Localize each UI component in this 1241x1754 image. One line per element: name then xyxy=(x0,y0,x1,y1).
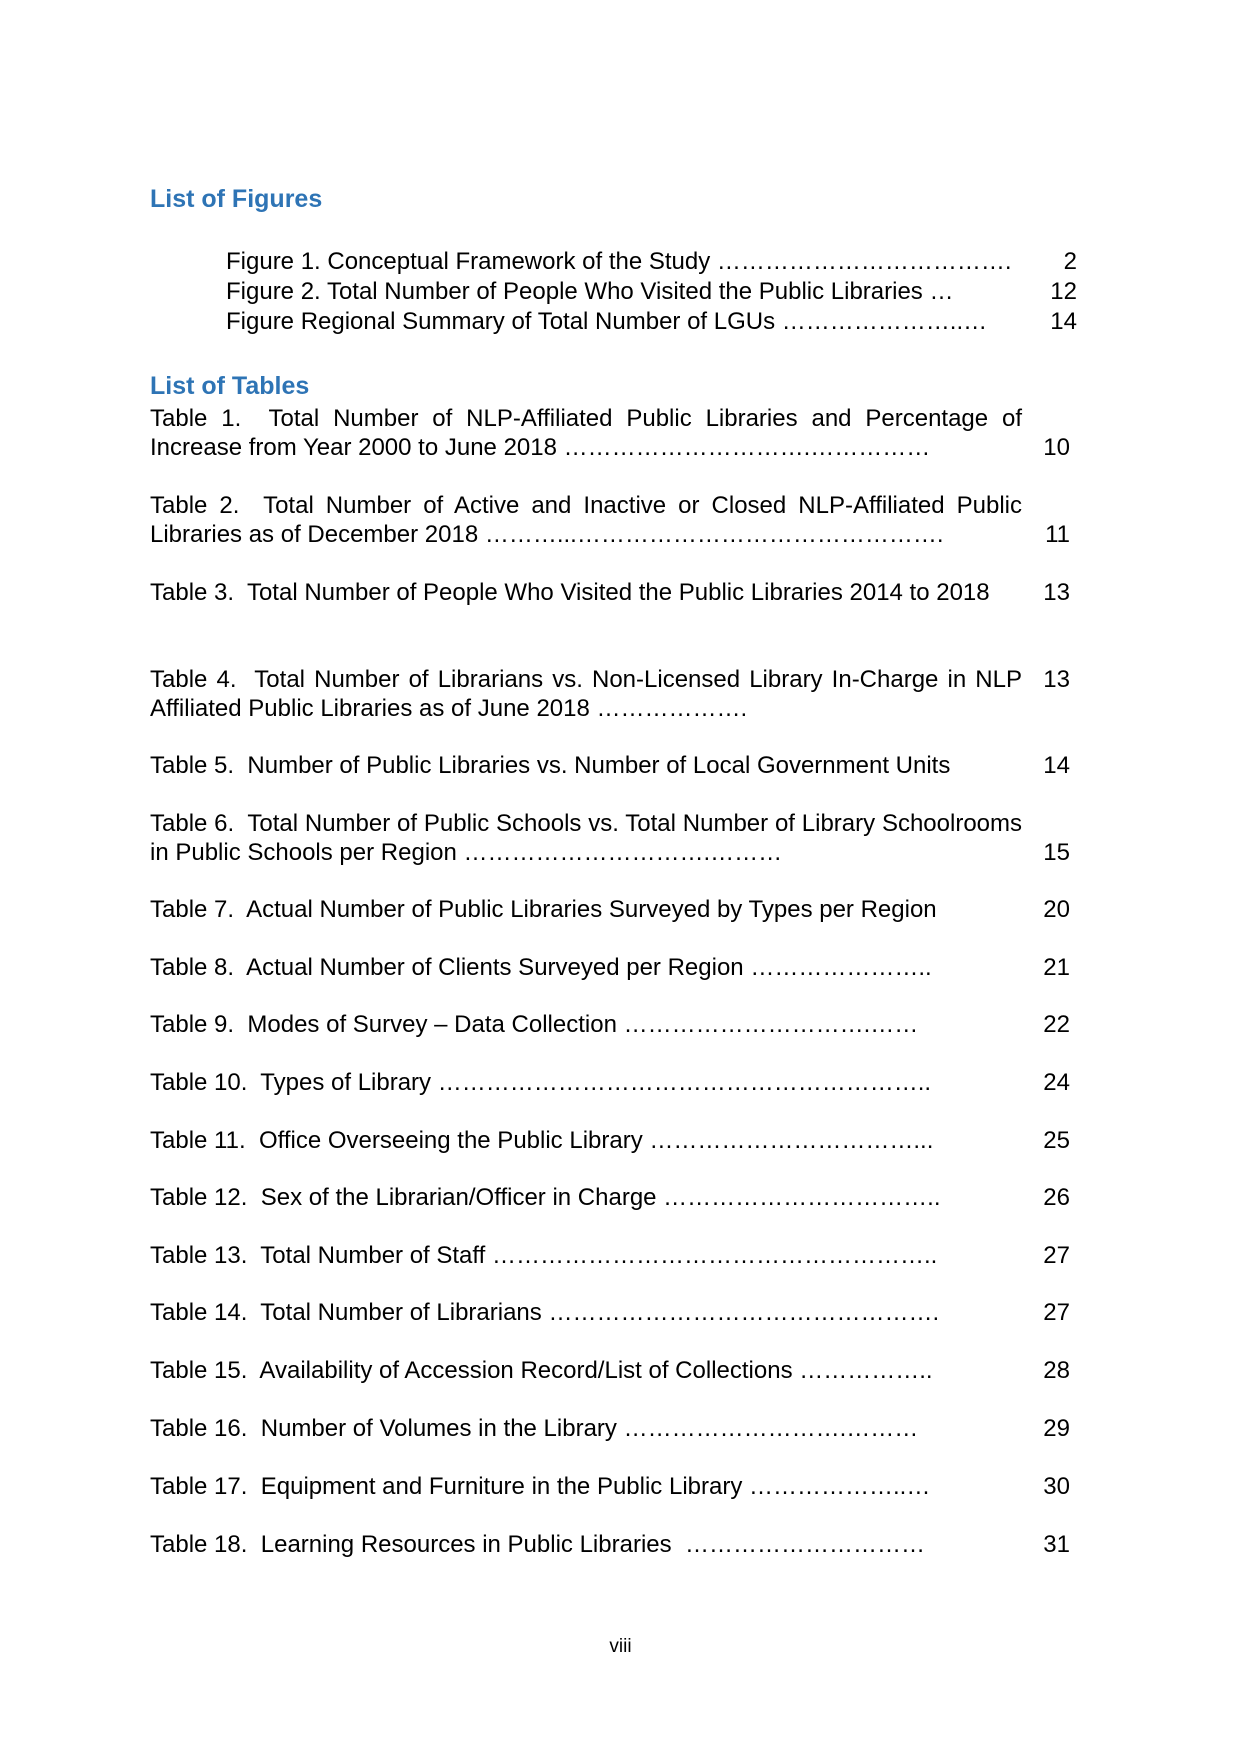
table-entry-15[interactable] xyxy=(150,1356,1070,1385)
figure-entry-title: Figure Regional Summary of Total Number of LGUs …………………..… xyxy=(226,308,988,335)
table-entry-16[interactable] xyxy=(150,1414,1070,1443)
table-entry-page: 30 xyxy=(1043,1473,1070,1500)
table-entry-title: Table 10. Types of Library …………………………………………………….. xyxy=(150,1069,932,1096)
figure-entry-3[interactable] xyxy=(226,307,1077,337)
figure-entry-page: 14 xyxy=(1050,308,1077,335)
table-entry-page: 25 xyxy=(1043,1127,1070,1154)
table-entry-5[interactable] xyxy=(150,751,1070,780)
table-entry-title: Table 14. Total Number of Librarians …………………………………………. xyxy=(150,1299,940,1326)
table-entry-title: Table 7. Actual Number of Public Libraries Surveyed by Types per Region xyxy=(150,896,937,923)
figure-entry-page: 12 xyxy=(1050,278,1077,305)
figure-entry-title: Figure 1. Conceptual Framework of the Study ………………………………. xyxy=(226,248,1012,275)
table-entry-title: Table 3. Total Number of People Who Visited the Public Libraries 2014 to 2018 xyxy=(150,579,990,606)
page-number: viii xyxy=(609,1636,632,1657)
table-entry-page: 15 xyxy=(1043,839,1070,866)
table-entry-3[interactable] xyxy=(150,578,1070,607)
table-entry-6[interactable] xyxy=(150,809,1070,867)
figure-entry-1[interactable] xyxy=(226,247,1077,277)
table-entry-page: 14 xyxy=(1043,752,1070,779)
table-entry-title: Table 4. Total Number of Librarians vs. Non-Licensed Library In-Charge in NLP Affiliated Public Libraries as of June 2018 ………………. xyxy=(150,666,1028,722)
table-entry-page: 10 xyxy=(1043,434,1070,461)
table-entry-title: Table 1. Total Number of NLP-Affiliated Public Libraries and Percentage of Increase from Year 2000 to June 2018 ………………………….…………… xyxy=(150,405,1029,461)
table-entry-title: Table 16. Number of Volumes in the Library ……………………….……… xyxy=(150,1415,919,1442)
table-entry-title: Table 15. Availability of Accession Record/List of Collections …………….. xyxy=(150,1357,933,1384)
table-entry-11[interactable] xyxy=(150,1126,1070,1155)
table-entry-7[interactable] xyxy=(150,895,1070,924)
table-entry-page: 31 xyxy=(1043,1531,1070,1558)
table-entry-title: Table 9. Modes of Survey – Data Collection ………………………….…… xyxy=(150,1011,919,1038)
table-entry-title: Table 5. Number of Public Libraries vs. Number of Local Government Units xyxy=(150,752,951,779)
table-entry-page: 13 xyxy=(1043,579,1070,606)
figure-entry-page: 2 xyxy=(1063,248,1077,275)
table-entry-1[interactable] xyxy=(150,404,1070,462)
table-entry-10[interactable] xyxy=(150,1068,1070,1097)
figure-entry-title: Figure 2. Total Number of People Who Visited the Public Libraries … xyxy=(226,278,954,305)
table-entry-page: 11 xyxy=(1045,521,1070,548)
table-entry-page: 20 xyxy=(1043,896,1070,923)
table-entry-title: Table 6. Total Number of Public Schools vs. Total Number of Library Schoolrooms in Public Schools per Region ………………………….……… xyxy=(150,810,1029,866)
table-entry-page: 28 xyxy=(1043,1357,1070,1384)
table-entry-page: 13 xyxy=(1043,666,1070,693)
table-entry-page: 26 xyxy=(1043,1184,1070,1211)
table-entry-13[interactable] xyxy=(150,1241,1070,1270)
list-of-tables-heading: List of Tables xyxy=(150,372,310,400)
table-entry-page: 24 xyxy=(1043,1069,1070,1096)
table-entry-page: 21 xyxy=(1043,954,1070,981)
table-entry-18[interactable] xyxy=(150,1530,1070,1559)
table-entry-4[interactable] xyxy=(150,665,1070,723)
table-entry-page: 27 xyxy=(1043,1299,1070,1326)
table-entry-title: Table 11. Office Overseeing the Public Library ……………………………... xyxy=(150,1127,934,1154)
table-entry-page: 29 xyxy=(1043,1415,1070,1442)
table-entry-14[interactable] xyxy=(150,1298,1070,1327)
table-entry-12[interactable] xyxy=(150,1183,1070,1212)
table-entry-title: Table 8. Actual Number of Clients Surveyed per Region ………………….. xyxy=(150,954,932,981)
table-entry-page: 27 xyxy=(1043,1242,1070,1269)
list-of-figures-heading: List of Figures xyxy=(150,185,323,213)
figure-entry-2[interactable] xyxy=(226,277,1077,307)
table-entry-17[interactable] xyxy=(150,1472,1070,1501)
table-entry-title: Table 13. Total Number of Staff ……………………………………………….. xyxy=(150,1242,938,1269)
table-entry-page: 22 xyxy=(1043,1011,1070,1038)
table-entry-title: Table 17. Equipment and Furniture in the Public Library ………………..… xyxy=(150,1473,931,1500)
table-entry-title: Table 18. Learning Resources in Public Libraries ………………………… xyxy=(150,1531,925,1558)
table-entry-2[interactable] xyxy=(150,491,1070,549)
table-entry-title: Table 12. Sex of the Librarian/Officer in Charge …………………………….. xyxy=(150,1184,941,1211)
table-entry-title: Table 2. Total Number of Active and Inactive or Closed NLP-Affiliated Public Libraries as of December 2018 ………...………………………………………. xyxy=(150,492,1029,548)
table-entry-9[interactable] xyxy=(150,1010,1070,1039)
table-entry-8[interactable] xyxy=(150,953,1070,982)
